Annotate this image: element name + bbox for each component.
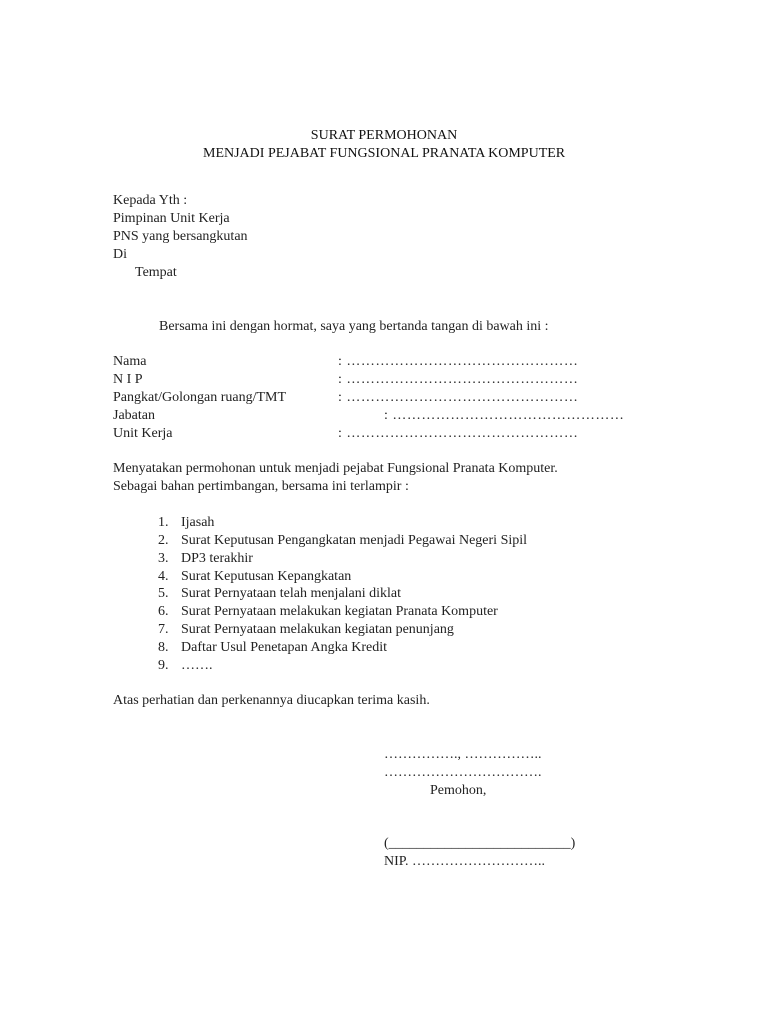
list-item: Surat Keputusan Kepangkatan	[181, 569, 352, 584]
list-item: Surat Pernyataan telah menjalani diklat	[181, 586, 402, 601]
signature-nip: NIP. ………………………..	[384, 854, 546, 869]
signature-name-blank: (__________________________)	[384, 836, 576, 851]
list-item: Daftar Usul Penetapan Angka Kredit	[181, 640, 388, 655]
signature-role: Pemohon,	[430, 783, 487, 798]
closing-sentence: Atas perhatian dan perkenannya diucapkan terima kasih.	[113, 693, 430, 708]
list-item: Surat Pernyataan melakukan kegiatan Pranata Komputer	[181, 604, 498, 619]
list-item-number: 8.	[158, 640, 169, 655]
addressee-line: Kepada Yth :	[113, 193, 188, 208]
field-label-unit-kerja: Unit Kerja	[113, 426, 173, 441]
list-item-number: 2.	[158, 533, 169, 548]
list-item-number: 7.	[158, 622, 169, 637]
letter-subtitle: MENJADI PEJABAT FUNGSIONAL PRANATA KOMPUTER	[203, 146, 566, 161]
list-item-number: 3.	[158, 551, 169, 566]
list-item-number: 5.	[158, 586, 169, 601]
list-item: Surat Keputusan Pengangkatan menjadi Pegawai Negeri Sipil	[181, 533, 528, 548]
field-value-unit-kerja: : …………………………………………	[338, 426, 579, 441]
letter-title: SURAT PERMOHONAN	[310, 128, 458, 143]
addressee-line: Di	[113, 247, 127, 262]
field-label-pangkat: Pangkat/Golongan ruang/TMT	[113, 390, 287, 405]
addressee-line: Pimpinan Unit Kerja	[113, 211, 230, 226]
opening-paragraph: Bersama ini dengan hormat, saya yang bertanda tangan di bawah ini :	[159, 319, 549, 334]
signature-place-date: ……………., ……………..	[384, 747, 542, 762]
field-value-pangkat: : …………………………………………	[338, 390, 579, 405]
list-item: …….	[181, 658, 213, 673]
list-item: Ijasah	[181, 515, 215, 530]
list-item-number: 6.	[158, 604, 169, 619]
addressee-line: PNS yang bersangkutan	[113, 229, 248, 244]
addressee-place: Tempat	[135, 265, 177, 280]
list-item-number: 4.	[158, 569, 169, 584]
statement-line: Menyatakan permohonan untuk menjadi pejabat Fungsional Pranata Komputer.	[113, 461, 558, 476]
list-item: Surat Pernyataan melakukan kegiatan penunjang	[181, 622, 454, 637]
field-label-nip: N I P	[113, 372, 143, 387]
field-value-nip: : …………………………………………	[338, 372, 579, 387]
field-value-nama: : …………………………………………	[338, 354, 579, 369]
field-label-nama: Nama	[113, 354, 147, 369]
statement-line: Sebagai bahan pertimbangan, bersama ini terlampir :	[113, 479, 409, 494]
list-item-number: 1.	[158, 515, 169, 530]
signature-date-line: …………………………….	[384, 765, 542, 780]
list-item-number: 9.	[158, 658, 169, 673]
field-label-jabatan: Jabatan	[113, 408, 155, 423]
list-item: DP3 terakhir	[181, 551, 253, 566]
field-value-jabatan: : …………………………………………	[384, 408, 625, 423]
